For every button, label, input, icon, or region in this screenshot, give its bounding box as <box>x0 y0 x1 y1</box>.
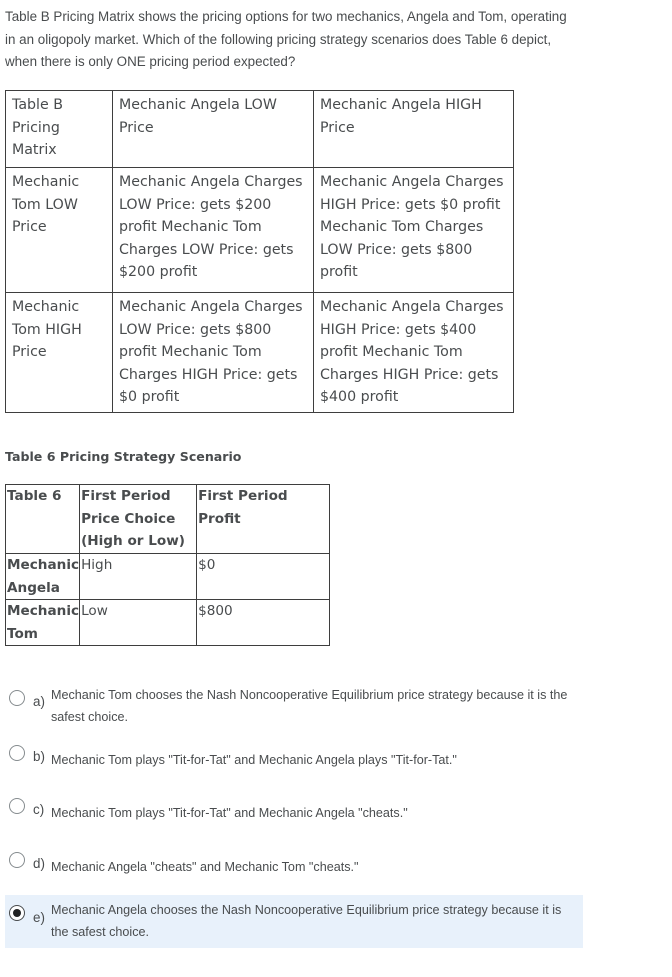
table-row <box>6 168 514 293</box>
table-cell: Mechanic Angela Charges HIGH Price: gets $0 profit Mechanic Tom Charges LOW Price: gets $800 profit <box>314 168 514 293</box>
table-header-cell: Mechanic Angela LOW Price <box>113 91 314 168</box>
table-cell: $800 <box>197 600 330 646</box>
table-header-cell: First Period Price Choice (High or Low) <box>80 485 197 554</box>
pricing-matrix-table <box>5 90 514 413</box>
option-text: Mechanic Tom plays "Tit-for-Tat" and Mechanic Angela "cheats." <box>51 806 408 820</box>
option-letter: d) <box>33 856 45 871</box>
option-letter: e) <box>33 910 45 925</box>
radio-button[interactable] <box>9 745 25 761</box>
table-row <box>6 554 330 600</box>
option-letter: a) <box>33 694 45 709</box>
pricing-strategy-table <box>5 484 330 646</box>
table-header-cell: Table 6 <box>6 485 80 554</box>
table-cell: Mechanic Tom <box>6 600 80 646</box>
question-text: Table B Pricing Matrix shows the pricing options for two mechanics, Angela and Tom, operating in an oligopoly market. Which of the following pricing strategy scenarios does Table 6 depict, when there is only ONE pricing period expected? <box>5 9 567 69</box>
table-cell: $0 <box>197 554 330 600</box>
option-text: Mechanic Angela "cheats" and Mechanic Tom "cheats." <box>51 860 359 874</box>
answer-option-c[interactable] <box>5 796 583 826</box>
table-cell: Mechanic Tom HIGH Price <box>6 293 113 413</box>
table-row <box>6 600 330 646</box>
table-cell: Low <box>80 600 197 646</box>
table-row <box>6 485 330 554</box>
answer-option-e[interactable] <box>5 895 583 948</box>
table-cell: Mechanic Angela Charges HIGH Price: gets $400 profit Mechanic Tom Charges HIGH Price: gets $400 profit <box>314 293 514 413</box>
table-row <box>6 293 514 413</box>
table-header-cell: Table B Pricing Matrix <box>6 91 113 168</box>
radio-button[interactable] <box>9 798 25 814</box>
option-text: Mechanic Angela chooses the Nash Noncooperative Equilibrium price strategy because it is the safest choice. <box>51 903 562 939</box>
table-cell: Mechanic Angela <box>6 554 80 600</box>
option-letter: b) <box>33 749 45 764</box>
option-text: Mechanic Tom plays "Tit-for-Tat" and Mechanic Angela plays "Tit-for-Tat." <box>51 753 457 767</box>
table-header-cell: First Period Profit <box>197 485 330 554</box>
radio-button[interactable] <box>9 690 25 706</box>
answer-option-d[interactable] <box>5 850 583 880</box>
table-6-caption: Table 6 Pricing Strategy Scenario <box>5 449 242 464</box>
table-cell: Mechanic Angela Charges LOW Price: gets $800 profit Mechanic Tom Charges HIGH Price: gets $0 profit <box>113 293 314 413</box>
answer-option-b[interactable] <box>5 743 583 773</box>
table-cell: Mechanic Tom LOW Price <box>6 168 113 293</box>
option-letter: c) <box>33 802 45 817</box>
option-text: Mechanic Tom chooses the Nash Noncooperative Equilibrium price strategy because it is the safest choice. <box>51 688 568 724</box>
radio-button-selected[interactable] <box>9 905 25 921</box>
answer-option-a[interactable] <box>5 684 583 732</box>
table-cell: Mechanic Angela Charges LOW Price: gets $200 profit Mechanic Tom Charges LOW Price: gets $200 profit <box>113 168 314 293</box>
table-cell: High <box>80 554 197 600</box>
radio-button[interactable] <box>9 852 25 868</box>
table-header-cell: Mechanic Angela HIGH Price <box>314 91 514 168</box>
table-row <box>6 91 514 168</box>
